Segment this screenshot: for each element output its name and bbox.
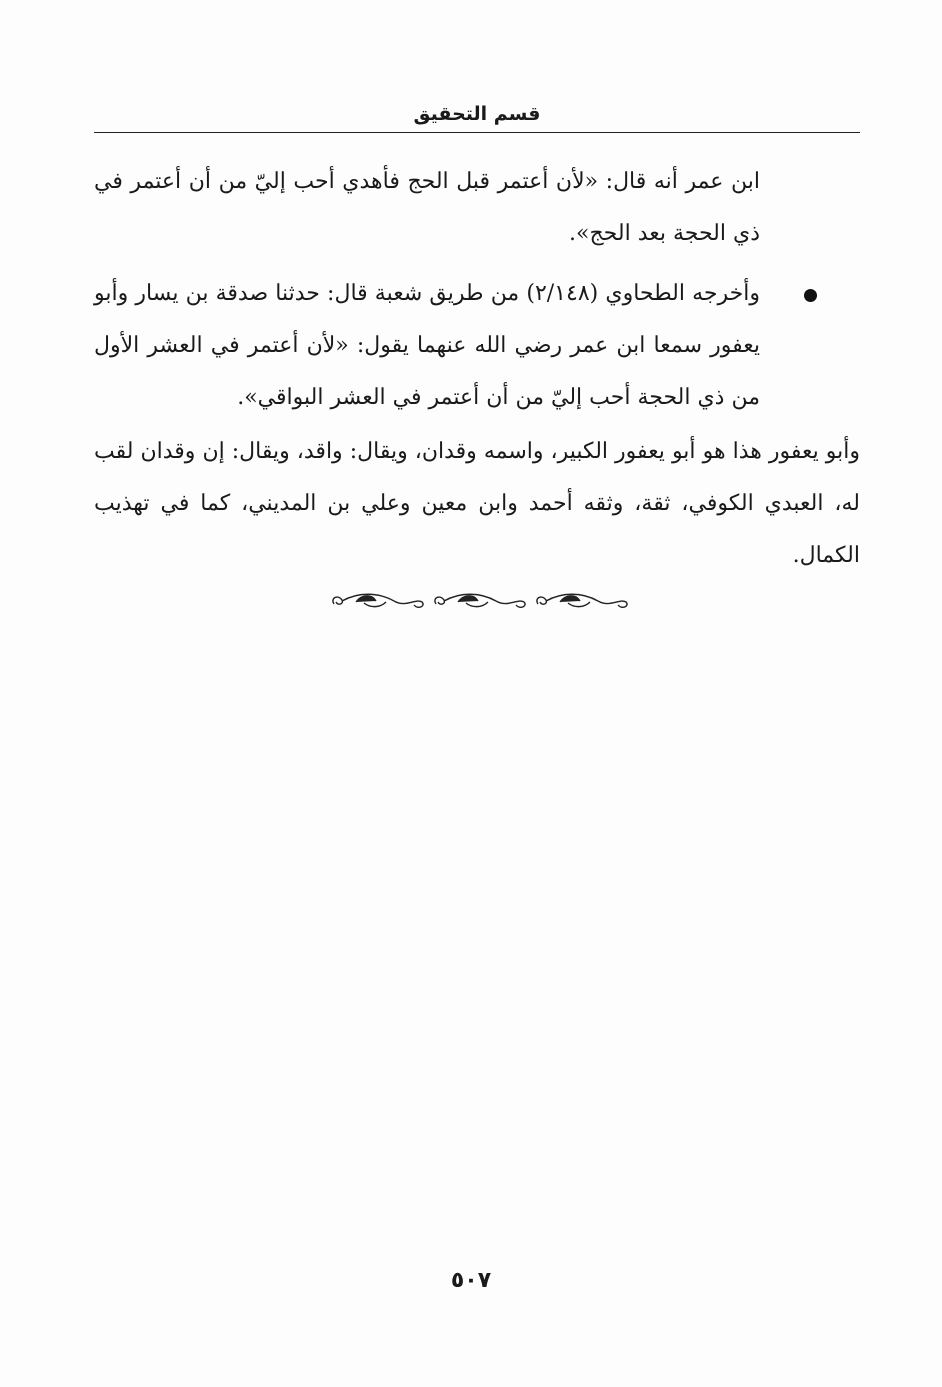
header-rule xyxy=(94,132,860,133)
paragraph-quote: ابن عمر أنه قال: «لأن أعتمر قبل الحج فأهدي أحب إليّ من أن أعتمر في ذي الحجة بعد الحج». xyxy=(94,169,760,246)
ornament-unit xyxy=(435,594,525,607)
ornament-unit xyxy=(537,594,627,607)
page-number: ٥٠٧ xyxy=(450,1268,492,1293)
paragraph-note: وأبو يعفور هذا هو أبو يعفور الكبير، واسمه وقدان، ويقال: واقد، ويقال: إن وقدان لقب له، العبدي الكوفي، ثقة، وثقه أحمد وابن معين وعلي بن المديني، كما في تهذيب الكمال. xyxy=(94,439,860,568)
main-text-block xyxy=(94,156,760,424)
running-header xyxy=(94,100,860,134)
floral-divider-icon xyxy=(326,588,632,614)
note-paragraph-block xyxy=(94,426,860,582)
bullet-item xyxy=(94,268,760,424)
bullet-text: وأخرجه الطحاوي (٢/١٤٨) من طريق شعبة قال: حدثنا صدقة بن يسار وأبو يعفور سمعا ابن عمر رضي الله عنهما يقول: «لأن أعتمر في العشر الأول من ذي الحجة أحب إليّ من أن أعتمر في العشر البواقي». xyxy=(94,281,760,410)
bullet-icon xyxy=(804,289,817,302)
header-title: قسم التحقيق xyxy=(413,103,541,125)
ornament-unit xyxy=(333,594,423,607)
